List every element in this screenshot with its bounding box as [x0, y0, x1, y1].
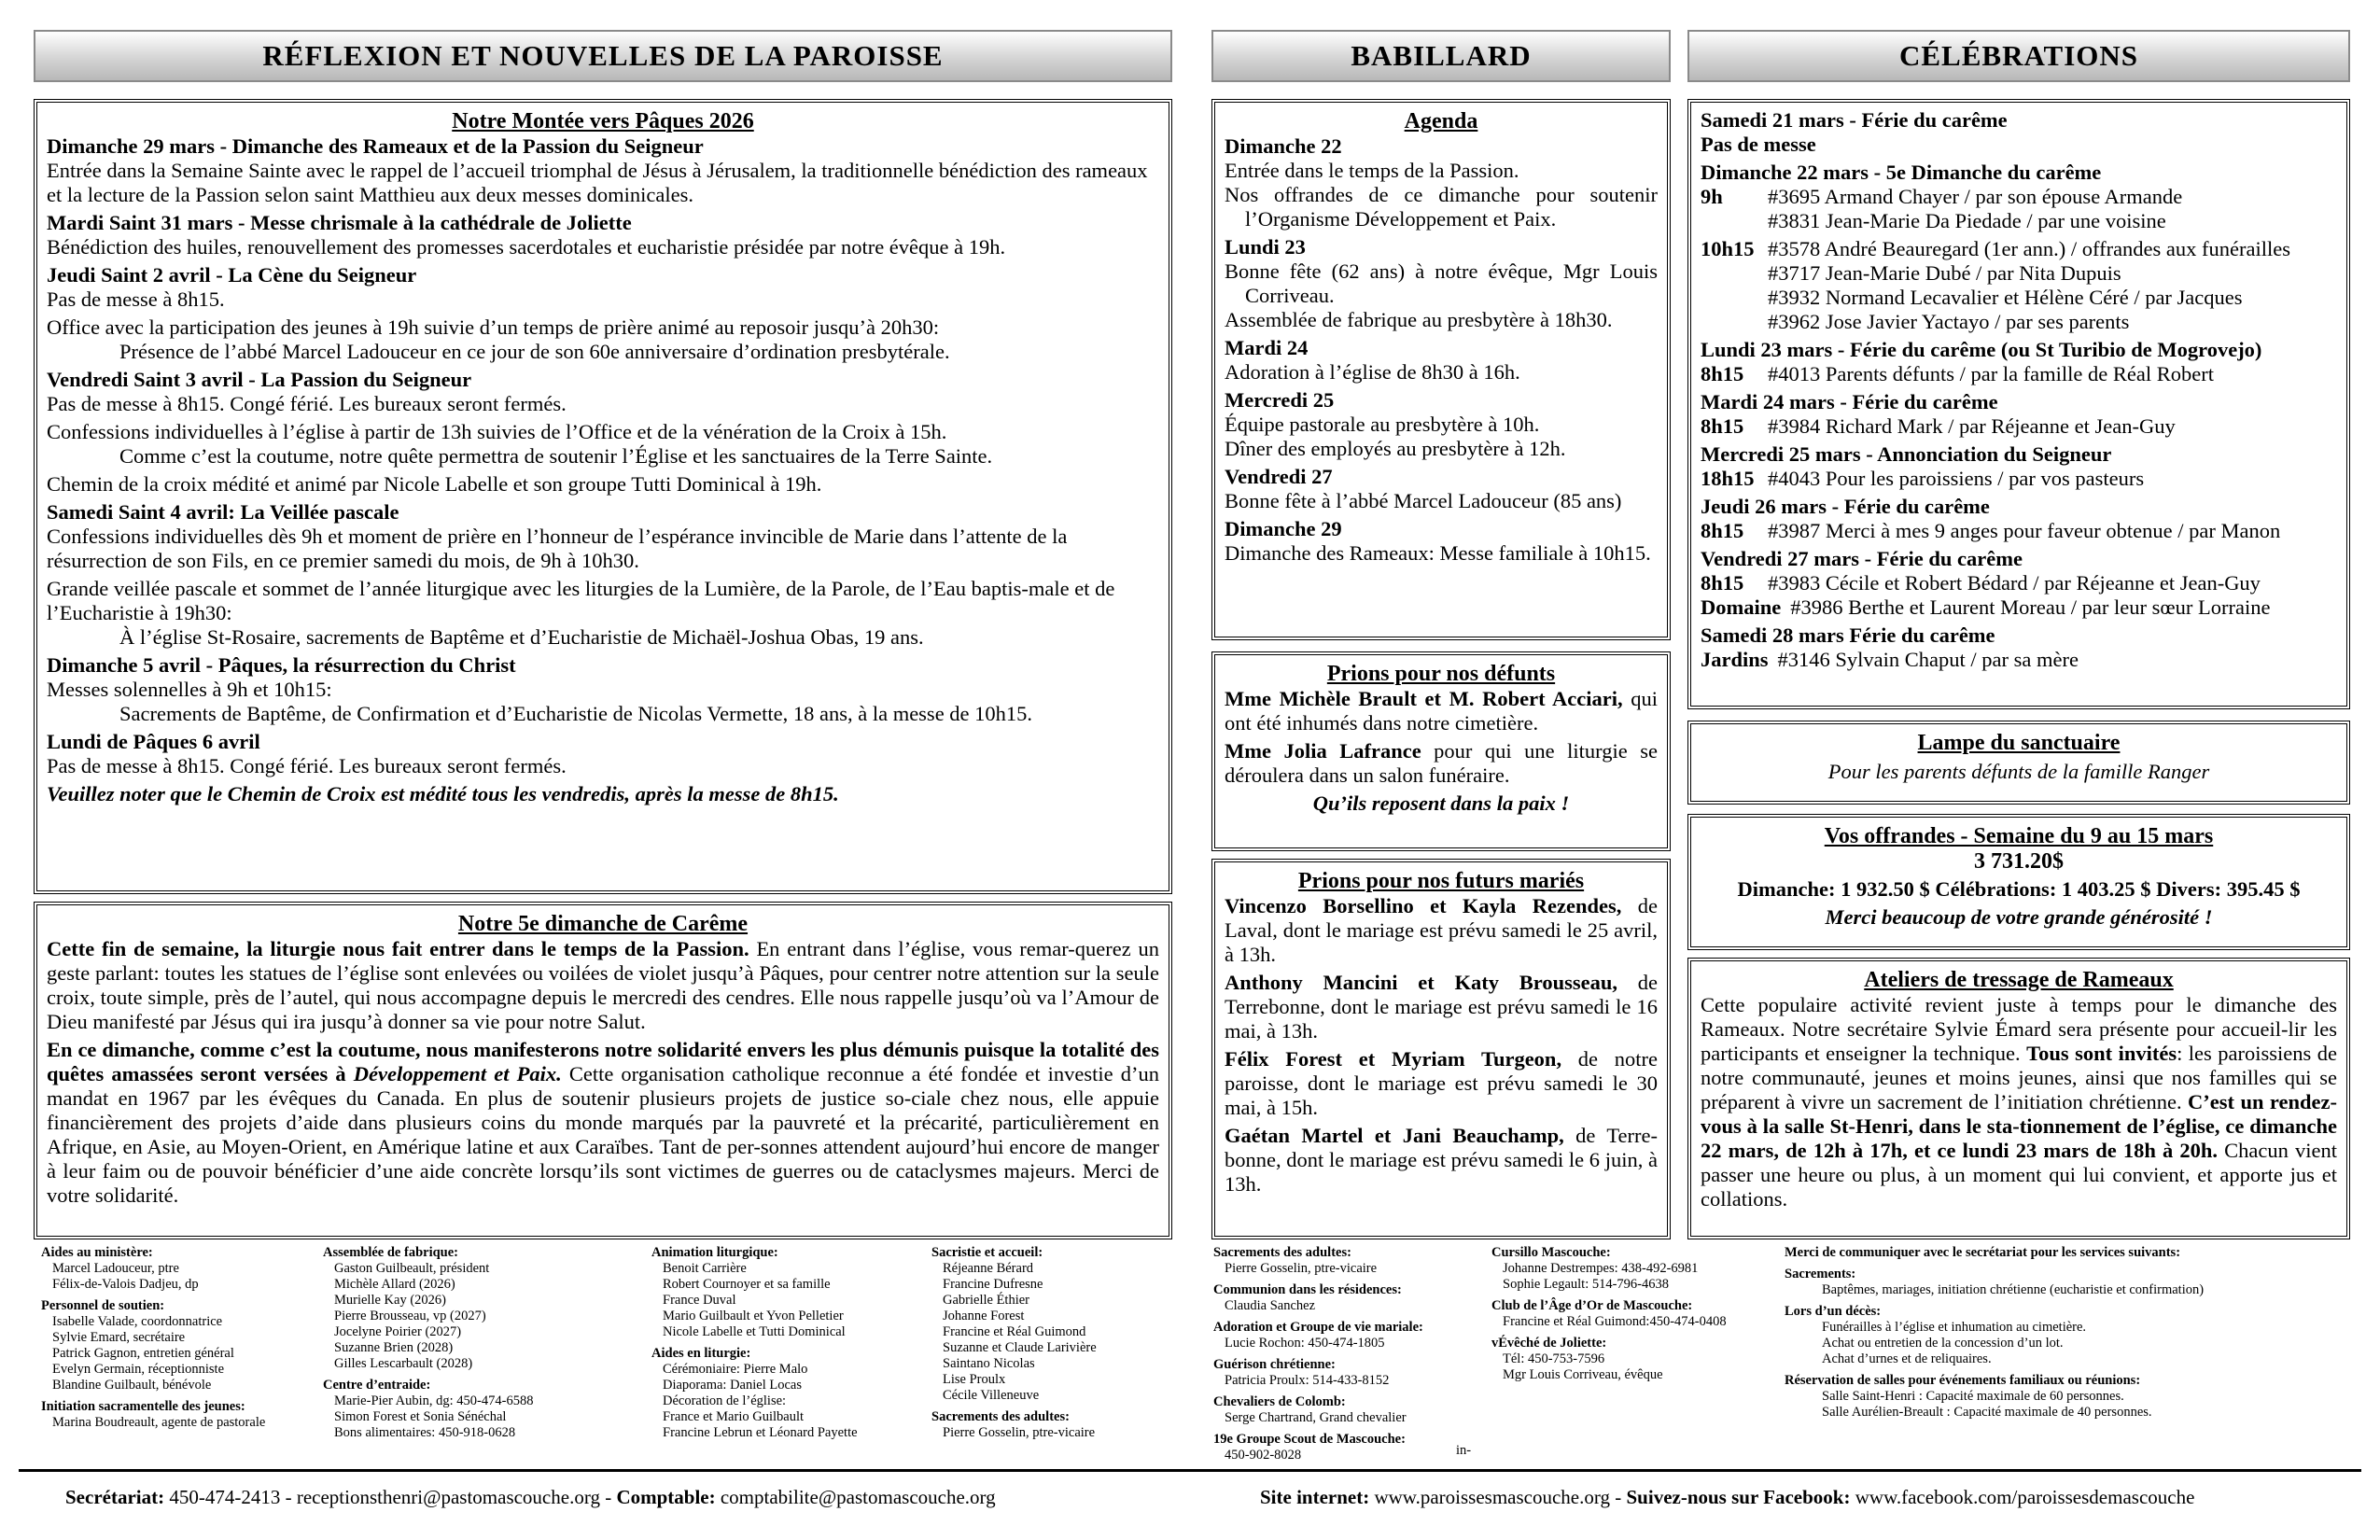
- footer-group: [1491, 1245, 1771, 1293]
- celebration-day: [1701, 547, 2337, 620]
- footer-group-title: Animation liturgique:: [651, 1245, 778, 1260]
- careme-title: Notre 5e dimanche de Carême: [457, 912, 749, 936]
- footer-group-item: Gilles Lescarbault (2028): [334, 1356, 473, 1371]
- footer-group-item: Benoit Carrière: [663, 1261, 747, 1276]
- celebration-intention: #3717 Jean-Marie Dubé / par Nita Dupuis: [1768, 261, 2121, 285]
- celebration-intention: #3932 Normand Lecavalier et Hélène Céré / par Jacques: [1768, 286, 2243, 309]
- careme-p2: En ce dimanche, comme c’est la coutume, nous manifesterons notre solidarité envers les plus démunis puisque la totalité des quêtes amassées seront versées à Développement et Paix. Cette organisation catholique reconnue a été fondée et investie d’un mandat en 1967 par les évêques du Canada. En plus de soutenir plusieurs projets de justice so-ciale chez nous, elle appuie financièrement des projets d’aide dans plusieurs coins du monde marqués par la pauvreté et la précarité, particulièrement en Afrique, en Asie, au Moyen-Orient, en Amérique latine et aux Caraïbes. Tant de per-sonnes attendent aujourd’hui encore de manger à leur faim ou de pouvoir bénéficier d’une aide concrète lorsqu’ils sont victimes de guerres ou de cataclysmes majeurs. Merci de votre solidarité.: [47, 1038, 1160, 1207]
- footer-group: [1491, 1336, 1771, 1383]
- celebrations-list: [1701, 108, 2337, 672]
- celebration-row: [1701, 237, 2337, 261]
- footer-group: [1785, 1304, 2363, 1367]
- celebration-day-title: Jeudi 26 mars - Férie du carême: [1701, 495, 1990, 518]
- footer-group-title: Adoration et Groupe de vie mariale:: [1213, 1320, 1423, 1335]
- agenda-text: Adoration à l’église de 8h30 à 16h.: [1225, 360, 1520, 384]
- footer-group-item: Mgr Louis Corriveau, évêque: [1503, 1367, 1663, 1382]
- montee-p11: Lundi de Pâques 6 avril Pas de messe à 8h15. Congé férié. Les bureaux seront fermés.: [47, 730, 567, 777]
- footer-group-item: Bons alimentaires: 450-918-0628: [334, 1425, 516, 1440]
- footer-group-item: Evelyn Germain, réceptionniste: [52, 1362, 225, 1377]
- lampe-title: Lampe du sanctuaire: [1917, 731, 2121, 755]
- footer-group-item: Sylvie Emard, secrétaire: [52, 1330, 186, 1345]
- agenda-item: [1225, 336, 1658, 385]
- footer-group-item: Saintano Nicolas: [943, 1356, 1035, 1371]
- agenda-text: Dimanche des Rameaux: Messe familiale à 10h15.: [1225, 541, 1651, 565]
- footer-group-item: Blandine Guilbault, bénévole: [52, 1378, 212, 1393]
- footer-rule: [19, 1469, 2361, 1472]
- careme-p1: Cette fin de semaine, la liturgie nous fait entrer dans le temps de la Passion. En entrant dans l’église, vous remar-querez un geste parlant: toutes les statues de l’église sont enlevées ou voilées de violet jusqu’à Pâques, pour centrer notre attention sur la seule croix, toute simple, près de l’autel, qui nous accompagne depuis le mercredi des cendres. Elle nous rappelle jusqu’où va l’Amour de Dieu manifesté par Jésus qui ira jusqu’à donner sa vie pour notre Salut.: [47, 937, 1159, 1033]
- defunts-footer: Qu’ils reposent dans la paix !: [1312, 791, 1570, 815]
- montee-title: Notre Montée vers Pâques 2026: [452, 109, 754, 133]
- agenda-day: Lundi 23: [1225, 235, 1306, 259]
- celebration-time: 8h15: [1701, 519, 1744, 542]
- celebration-day-title: Dimanche 22 mars - 5e Dimanche du carême: [1701, 161, 2102, 184]
- marie-text: de notre paroisse, dont le mariage est prévu samedi le 30 mai, à 15h.: [1225, 1047, 1659, 1119]
- footer-group-title: Aides en liturgie:: [651, 1346, 751, 1361]
- footer-group: [1213, 1357, 1493, 1389]
- footer-group: [1213, 1245, 1493, 1277]
- celebration-row: [1701, 414, 2337, 439]
- offrandes-box: [1687, 814, 2350, 950]
- agenda-text: Dîner des employés au presbytère à 12h.: [1225, 437, 1566, 460]
- footer-group-item: Marina Boudreault, agente de pastorale: [52, 1415, 266, 1430]
- footer-group-item: Salle Saint-Henri : Capacité maximale de 60 personnes.: [1822, 1389, 2124, 1404]
- celebration-day-title: Samedi 21 mars - Férie du carême: [1701, 108, 2008, 132]
- celebration-day-title: Vendredi 27 mars - Férie du carême: [1701, 547, 2023, 570]
- agenda-day: Vendredi 27: [1225, 465, 1333, 488]
- montee-p6: Confessions individuelles à l’église à partir de 13h suivies de l’Office et de la vénération de la Croix à 15h. Comme c’est la coutume, notre quête permettra de soutenir l’Église et les sanctuaires de la Terre Sainte.: [47, 420, 993, 468]
- footer-group-title: Lors d’un décès:: [1785, 1304, 1882, 1319]
- celebration-row: [1701, 467, 2337, 491]
- celebrations-box: [1687, 99, 2350, 709]
- agenda-day: Mardi 24: [1225, 336, 1309, 359]
- footer-group-item: Pierre Brousseau, vp (2027): [334, 1309, 486, 1323]
- marie-names: Gaétan Martel et Jani Beauchamp,: [1225, 1124, 1564, 1147]
- montee-p2: Mardi Saint 31 mars - Messe chrismale à la cathédrale de Joliette Bénédiction des huiles, renouvellement des promesses sacerdotales et eucharistie présidée par notre évêque à 19h.: [47, 211, 1006, 259]
- bottom-contact-right: Site internet: www.paroissesmascouche.org - Suivez-nous sur Facebook: www.facebook.com/paroissesdemascouche: [1260, 1486, 2195, 1508]
- celebration-row: [1701, 310, 2337, 334]
- footer-group-item: Tél: 450-753-7596: [1503, 1351, 1605, 1366]
- celebration-day: [1701, 442, 2337, 491]
- footer-group-item: Francine et Réal Guimond:450-474-0408: [1503, 1314, 1727, 1329]
- celebration-row: [1701, 648, 2337, 672]
- celebration-row: [1701, 286, 2337, 310]
- footer-group: [931, 1409, 1174, 1441]
- maries-title: Prions pour nos futurs mariés: [1297, 869, 1585, 893]
- agenda-day: Mercredi 25: [1225, 388, 1335, 412]
- agenda-item: [1225, 465, 1658, 513]
- celebration-time: 8h15: [1701, 414, 1744, 438]
- footer-group-item: Johanne Destrempes: 438-492-6981: [1503, 1261, 1699, 1276]
- agenda-text: Assemblée de fabrique au presbytère à 18h30.: [1225, 308, 1613, 331]
- agenda-item: [1225, 517, 1658, 566]
- footer-group-item: Johanne Forest: [943, 1309, 1025, 1323]
- celebration-time: Domaine: [1701, 595, 1782, 619]
- footer-col-services: [1785, 1245, 2363, 1426]
- footer-col6-extra: in-: [1456, 1443, 1472, 1458]
- agenda-title: Agenda: [1404, 109, 1478, 133]
- marie-item: [1225, 894, 1658, 967]
- footer-group-item: Claudia Sanchez: [1225, 1298, 1316, 1313]
- montee-note: Veuillez noter que le Chemin de Croix est médité tous les vendredis, après la messe de 8h15.: [47, 782, 839, 805]
- agenda-text: Bonne fête (62 ans) à notre évêque, Mgr Louis Corriveau.: [1225, 259, 1658, 307]
- defunts-box: [1211, 651, 1671, 851]
- footer-group-item: 450-902-8028: [1225, 1448, 1302, 1463]
- footer-group-title: Assemblée de fabrique:: [323, 1245, 458, 1260]
- footer-group-item: Mario Guilbault et Yvon Pelletier: [663, 1309, 844, 1323]
- footer-group-item: Pierre Gosselin, ptre-vicaire: [943, 1425, 1096, 1440]
- footer-group-item: Patricia Proulx: 514-433-8152: [1225, 1373, 1390, 1388]
- footer-group-title: Personnel de soutien:: [41, 1298, 165, 1313]
- celebration-row: [1701, 595, 2337, 620]
- celebration-time: 18h15: [1701, 467, 1755, 490]
- footer-group-item: Gaston Guilbeault, président: [334, 1261, 490, 1276]
- footer-col-fabrique: [323, 1245, 631, 1447]
- lampe-box: [1687, 721, 2350, 805]
- celebration-time: 8h15: [1701, 362, 1744, 385]
- footer-group-item: Francine Lebrun et Léonard Payette: [663, 1425, 858, 1440]
- celebration-time: 10h15: [1701, 237, 1755, 260]
- footer-group-item: Jocelyne Poirier (2027): [334, 1324, 462, 1339]
- footer-group-item: Félix-de-Valois Dadjeu, dp: [52, 1277, 199, 1292]
- footer-group-item: Achat d’urnes et de reliquaires.: [1822, 1351, 1992, 1366]
- footer-group-item: Funérailles à l’église et inhumation au cimetière.: [1822, 1320, 2087, 1335]
- offrandes-line: Dimanche: 1 932.50 $ Célébrations: 1 403.25 $ Divers: 395.45 $: [1737, 877, 2301, 901]
- celebration-day: [1701, 623, 2337, 672]
- celebration-note: Pas de messe: [1701, 133, 1816, 156]
- maries-list: [1225, 894, 1658, 1197]
- defunts-title: Prions pour nos défunts: [1326, 662, 1556, 686]
- offrandes-total: 3 731.20$: [1974, 849, 2064, 874]
- celebration-row: [1701, 571, 2337, 595]
- header-reflexion: RÉFLEXION ET NOUVELLES DE LA PAROISSE: [34, 30, 1172, 82]
- celebration-intention: #4013 Parents défunts / par la famille de Réal Robert: [1768, 362, 2214, 385]
- footer-group-item: Murielle Kay (2026): [334, 1293, 446, 1308]
- celebration-intention: #3962 Jose Javier Yactayo / par ses parents: [1768, 310, 2130, 333]
- celebration-row: [1701, 209, 2337, 233]
- celebration-intention: #3695 Armand Chayer / par son épouse Armande: [1768, 185, 2183, 208]
- celebration-day: [1701, 108, 2337, 157]
- celebration-time: 9h: [1701, 185, 1723, 208]
- footer-group: [1213, 1432, 1493, 1463]
- footer-group: [651, 1245, 931, 1340]
- footer-group-item: Suzanne Brien (2028): [334, 1340, 454, 1355]
- celebration-row: [1701, 185, 2337, 209]
- defunt-1: Mme Michèle Brault et M. Robert Acciari, qui ont été inhumés dans notre cimetière.: [1225, 687, 1658, 735]
- agenda-day: Dimanche 29: [1225, 517, 1342, 540]
- celebration-row: [1701, 519, 2337, 543]
- montee-box: [34, 99, 1172, 894]
- celebration-intention: #3983 Cécile et Robert Bédard / par Réjeanne et Jean-Guy: [1768, 571, 2261, 595]
- agenda-item: [1225, 235, 1658, 332]
- footer-col-liturgie: [651, 1245, 931, 1447]
- footer-group-item: Robert Cournoyer et sa famille: [663, 1277, 831, 1292]
- maries-box: [1211, 859, 1671, 1239]
- footer-group-item: Pierre Gosselin, ptre-vicaire: [1225, 1261, 1378, 1276]
- footer-col-cursillo: [1491, 1245, 1771, 1389]
- montee-p9: Grande veillée pascale et sommet de l’année liturgique avec les liturgies de la Lumière, de la Parole, de l’Eau baptis-male et de l’Eucharistie à 19h30: À l’église St-Rosaire, sacrements de Baptême et d’Eucharistie de Michaël-Joshua Obas, 19 ans.: [47, 577, 1115, 649]
- montee-p10: Dimanche 5 avril - Pâques, la résurrection du Christ Messes solennelles à 9h et 10h15: Sacrements de Baptême, de Confirmation et d’Eucharistie de Nicolas Vermette, 18 ans, à la messe de 10h15.: [47, 653, 1033, 725]
- montee-p7: Chemin de la croix médité et animé par Nicole Labelle et son groupe Tutti Dominical à 19h.: [47, 472, 822, 496]
- footer-group-item: France et Mario Guilbault: [663, 1409, 804, 1424]
- celebration-row: [1701, 133, 2337, 157]
- celebration-row: [1701, 362, 2337, 386]
- marie-names: Anthony Mancini et Katy Brousseau,: [1225, 971, 1617, 994]
- careme-box: [34, 902, 1172, 1239]
- footer-group-item: Francine Dufresne: [943, 1277, 1043, 1292]
- footer-group-title: Club de l’Âge d’Or de Mascouche:: [1491, 1298, 1693, 1313]
- celebration-time: [1701, 209, 1768, 233]
- footer-group: [1491, 1298, 1771, 1330]
- ateliers-text: Cette populaire activité revient juste à temps pour le dimanche des Rameaux. Notre secrétaire Sylvie Émard sera présente pour accueil-lir les participants et enseigner la technique. Tous sont invités: les paroissiens de notre communauté, jeunes et moins jeunes, ainsi que nos familles qui se préparent à vivre un sacrement de l’initiation chrétienne. C’est un rendez-vous à la salle St-Henri, dans le sta-tionnement de l’église, ce dimanche 22 mars, de 12h à 17h, et ce lundi 23 mars de 18h à 20h. Chacun vient passer une heure ou plus, à un moment qui lui convient, et apporte jus et collations.: [1701, 993, 2337, 1211]
- agenda-text: Entrée dans le temps de la Passion.: [1225, 159, 1519, 182]
- agenda-text: Bonne fête à l’abbé Marcel Ladouceur (85 ans): [1225, 489, 1622, 512]
- footer-group-title: Cursillo Mascouche:: [1491, 1245, 1611, 1260]
- footer-group: [41, 1298, 312, 1393]
- agenda-item: [1225, 134, 1658, 231]
- footer-group: [1213, 1282, 1493, 1314]
- footer-group: [41, 1245, 312, 1293]
- celebration-day: [1701, 161, 2337, 233]
- footer-group: [41, 1399, 312, 1431]
- montee-p3: Jeudi Saint 2 avril - La Cène du Seigneur Pas de messe à 8h15.: [47, 263, 417, 311]
- footer-group-item: Michèle Allard (2026): [334, 1277, 455, 1292]
- offrandes-title: Vos offrandes - Semaine du 9 au 15 mars: [1824, 824, 2214, 848]
- celebration-time: [1701, 286, 1768, 310]
- celebration-intention: #3984 Richard Mark / par Réjeanne et Jean-Guy: [1768, 414, 2176, 438]
- footer-group-item: Isabelle Valade, coordonnatrice: [52, 1314, 223, 1329]
- footer-group: [931, 1245, 1174, 1404]
- montee-p8: Samedi Saint 4 avril: La Veillée pascale Confessions individuelles dès 9h et moment de prière en l’honneur de l’espérance invincible de Marie dans l’attente de la résurrection de son Fils, en ce premier samedi du mois, de 9h à 10h30.: [47, 500, 1068, 572]
- celebration-time: [1701, 261, 1768, 286]
- footer-group-item: France Duval: [663, 1293, 736, 1308]
- footer-group-item: Lise Proulx: [943, 1372, 1006, 1387]
- marie-text: de Terre-bonne, dont le mariage est prévu samedi le 6 juin, à 13h.: [1225, 1124, 1658, 1196]
- footer-group-title: Merci de communiquer avec le secrétariat pour les services suivants:: [1785, 1245, 2181, 1260]
- montee-p4: Office avec la participation des jeunes à 19h suivie d’un temps de prière animé au reposoir jusqu’à 20h30: Présence de l’abbé Marcel Ladouceur en ce jour de son 60e anniversaire d’ordination presbytérale.: [47, 315, 950, 363]
- footer-group-title: Guérison chrétienne:: [1213, 1357, 1336, 1372]
- marie-names: Félix Forest et Myriam Turgeon,: [1225, 1047, 1562, 1071]
- offrandes-merci: Merci beaucoup de votre grande générosité !: [1825, 905, 2213, 929]
- footer-group-item: Francine et Réal Guimond: [943, 1324, 1086, 1339]
- ateliers-box: [1687, 958, 2350, 1239]
- footer-group-title: Réservation de salles pour événements familiaux ou réunions:: [1785, 1373, 2141, 1388]
- celebration-day: [1701, 390, 2337, 439]
- footer-group-title: Aides au ministère:: [41, 1245, 153, 1260]
- footer-group-title: Sacristie et accueil:: [931, 1245, 1043, 1260]
- celebration-intention: #3987 Merci à mes 9 anges pour faveur obtenue / par Manon: [1768, 519, 2281, 542]
- footer-group-item: Décoration de l’église:: [663, 1393, 787, 1408]
- lampe-text: Pour les parents défunts de la famille Ranger: [1827, 760, 2210, 783]
- montee-p1: Dimanche 29 mars - Dimanche des Rameaux et de la Passion du Seigneur Entrée dans la Semaine Sainte avec le rappel de l’accueil triomphal de Jésus à Jérusalem, la traditionnelle bénédiction des rameaux et la lecture de la Passion selon saint Matthieu aux deux messes dominicales.: [47, 134, 1148, 206]
- agenda-text: Équipe pastorale au presbytère à 10h.: [1225, 413, 1540, 436]
- footer-group-item: Sophie Legault: 514-796-4638: [1503, 1277, 1670, 1292]
- footer-group-item: Achat ou entretien de la concession d’un lot.: [1822, 1336, 2064, 1351]
- footer-group-title: Sacrements des adultes:: [931, 1409, 1070, 1424]
- footer-col-sacristie: [931, 1245, 1174, 1447]
- footer-group-title: 19e Groupe Scout de Mascouche:: [1213, 1432, 1406, 1447]
- marie-item: [1225, 971, 1658, 1043]
- marie-text: de Laval, dont le mariage est prévu samedi le 25 avril, à 13h.: [1225, 894, 1658, 966]
- celebration-intention: #4043 Pour les paroissiens / par vos pasteurs: [1768, 467, 2145, 490]
- celebration-intention: #3578 André Beauregard (1er ann.) / offrandes aux funérailles: [1768, 237, 2290, 260]
- footer-group: [1785, 1267, 2363, 1298]
- footer-group-item: Cécile Villeneuve: [943, 1388, 1040, 1403]
- ateliers-title: Ateliers de tressage de Rameaux: [1864, 968, 2174, 992]
- agenda-item: [1225, 388, 1658, 461]
- celebration-day: [1701, 338, 2337, 386]
- bottom-contact-left: Secrétariat: 450-474-2413 - receptionsthenri@pastomascouche.org - Comptable: comptabilite@pastomascouche.org: [65, 1486, 996, 1508]
- footer-group-item: Lucie Rochon: 450-474-1805: [1225, 1336, 1385, 1351]
- celebration-day: [1701, 237, 2337, 334]
- footer-group: [323, 1378, 631, 1441]
- footer-group: [323, 1245, 631, 1372]
- celebration-day-title: Samedi 28 mars Férie du carême: [1701, 623, 1995, 647]
- marie-text: de Terrebonne, dont le mariage est prévu samedi le 16 mai, à 13h.: [1225, 971, 1658, 1043]
- celebration-time: [1701, 310, 1768, 334]
- agenda-text: Nos offrandes de ce dimanche pour soutenir l’Organisme Développement et Paix.: [1225, 183, 1658, 231]
- agenda-box: [1211, 99, 1671, 640]
- footer-group-item: Gabrielle Éthier: [943, 1293, 1029, 1308]
- footer-col-ministere: [41, 1245, 312, 1436]
- footer-group: [651, 1346, 931, 1441]
- header-celebrations: CÉLÉBRATIONS: [1687, 30, 2350, 82]
- footer-group-item: Baptêmes, mariages, initiation chrétienne (eucharistie et confirmation): [1822, 1282, 2205, 1297]
- marie-item: [1225, 1047, 1658, 1120]
- agenda-day: Dimanche 22: [1225, 134, 1342, 158]
- celebration-day-title: Mardi 24 mars - Férie du carême: [1701, 390, 1998, 413]
- agenda-list: [1225, 134, 1658, 566]
- celebration-time: Jardins: [1701, 648, 1769, 671]
- footer-group-item: Cérémoniaire: Pierre Malo: [663, 1362, 808, 1377]
- footer-group-title: Sacrements des adultes:: [1213, 1245, 1351, 1260]
- header-babillard: BABILLARD: [1211, 30, 1671, 82]
- marie-names: Vincenzo Borsellino et Kayla Rezendes,: [1225, 894, 1622, 917]
- footer-group-title: Initiation sacramentelle des jeunes:: [41, 1399, 245, 1414]
- montee-p5: Vendredi Saint 3 avril - La Passion du Seigneur Pas de messe à 8h15. Congé férié. Les bureaux seront fermés.: [47, 368, 567, 415]
- footer-group-item: Patrick Gagnon, entretien général: [52, 1346, 234, 1361]
- footer-group-item: Salle Aurélien-Breault : Capacité maximale de 40 personnes.: [1822, 1405, 2152, 1420]
- footer-group: [1213, 1320, 1493, 1351]
- celebration-intention: #3146 Sylvain Chaput / par sa mère: [1777, 648, 2079, 671]
- footer-group-item: Simon Forest et Sonia Sénéchal: [334, 1409, 507, 1424]
- footer-group-item: Suzanne et Claude Larivière: [943, 1340, 1097, 1355]
- marie-item: [1225, 1124, 1658, 1197]
- footer-group-item: Diaporama: Daniel Locas: [663, 1378, 802, 1393]
- celebration-day-title: Mercredi 25 mars - Annonciation du Seigneur: [1701, 442, 2112, 466]
- footer-group-title: Sacrements:: [1785, 1267, 1856, 1281]
- footer-group: [1785, 1373, 2363, 1421]
- footer-group-title: Chevaliers de Colomb:: [1213, 1394, 1346, 1409]
- celebration-intention: #3986 Berthe et Laurent Moreau / par leur sœur Lorraine: [1790, 595, 2271, 619]
- footer-col-sacrements: [1213, 1245, 1493, 1469]
- footer-group-item: Marie-Pier Aubin, dg: 450-474-6588: [334, 1393, 534, 1408]
- celebration-time: 8h15: [1701, 571, 1744, 595]
- footer-group: [1785, 1245, 2363, 1261]
- footer-group-item: Nicole Labelle et Tutti Dominical: [663, 1324, 846, 1339]
- footer-group-title: Communion dans les résidences:: [1213, 1282, 1402, 1297]
- celebration-day: [1701, 495, 2337, 543]
- footer-group-title: vÉvêché de Joliette:: [1491, 1336, 1607, 1351]
- defunt-2: Mme Jolia Lafrance pour qui une liturgie se déroulera dans un salon funéraire.: [1225, 739, 1658, 787]
- footer-group-item: Serge Chartrand, Grand chevalier: [1225, 1410, 1407, 1425]
- footer-group: [1213, 1394, 1493, 1426]
- celebration-day-title: Lundi 23 mars - Férie du carême (ou St Turibio de Mogrovejo): [1701, 338, 2262, 361]
- footer-group-title: Centre d’entraide:: [323, 1378, 431, 1393]
- celebration-row: [1701, 261, 2337, 286]
- footer-group-item: Marcel Ladouceur, ptre: [52, 1261, 179, 1276]
- footer-group-item: Réjeanne Bérard: [943, 1261, 1034, 1276]
- celebration-intention: #3831 Jean-Marie Da Piedade / par une voisine: [1768, 209, 2166, 232]
